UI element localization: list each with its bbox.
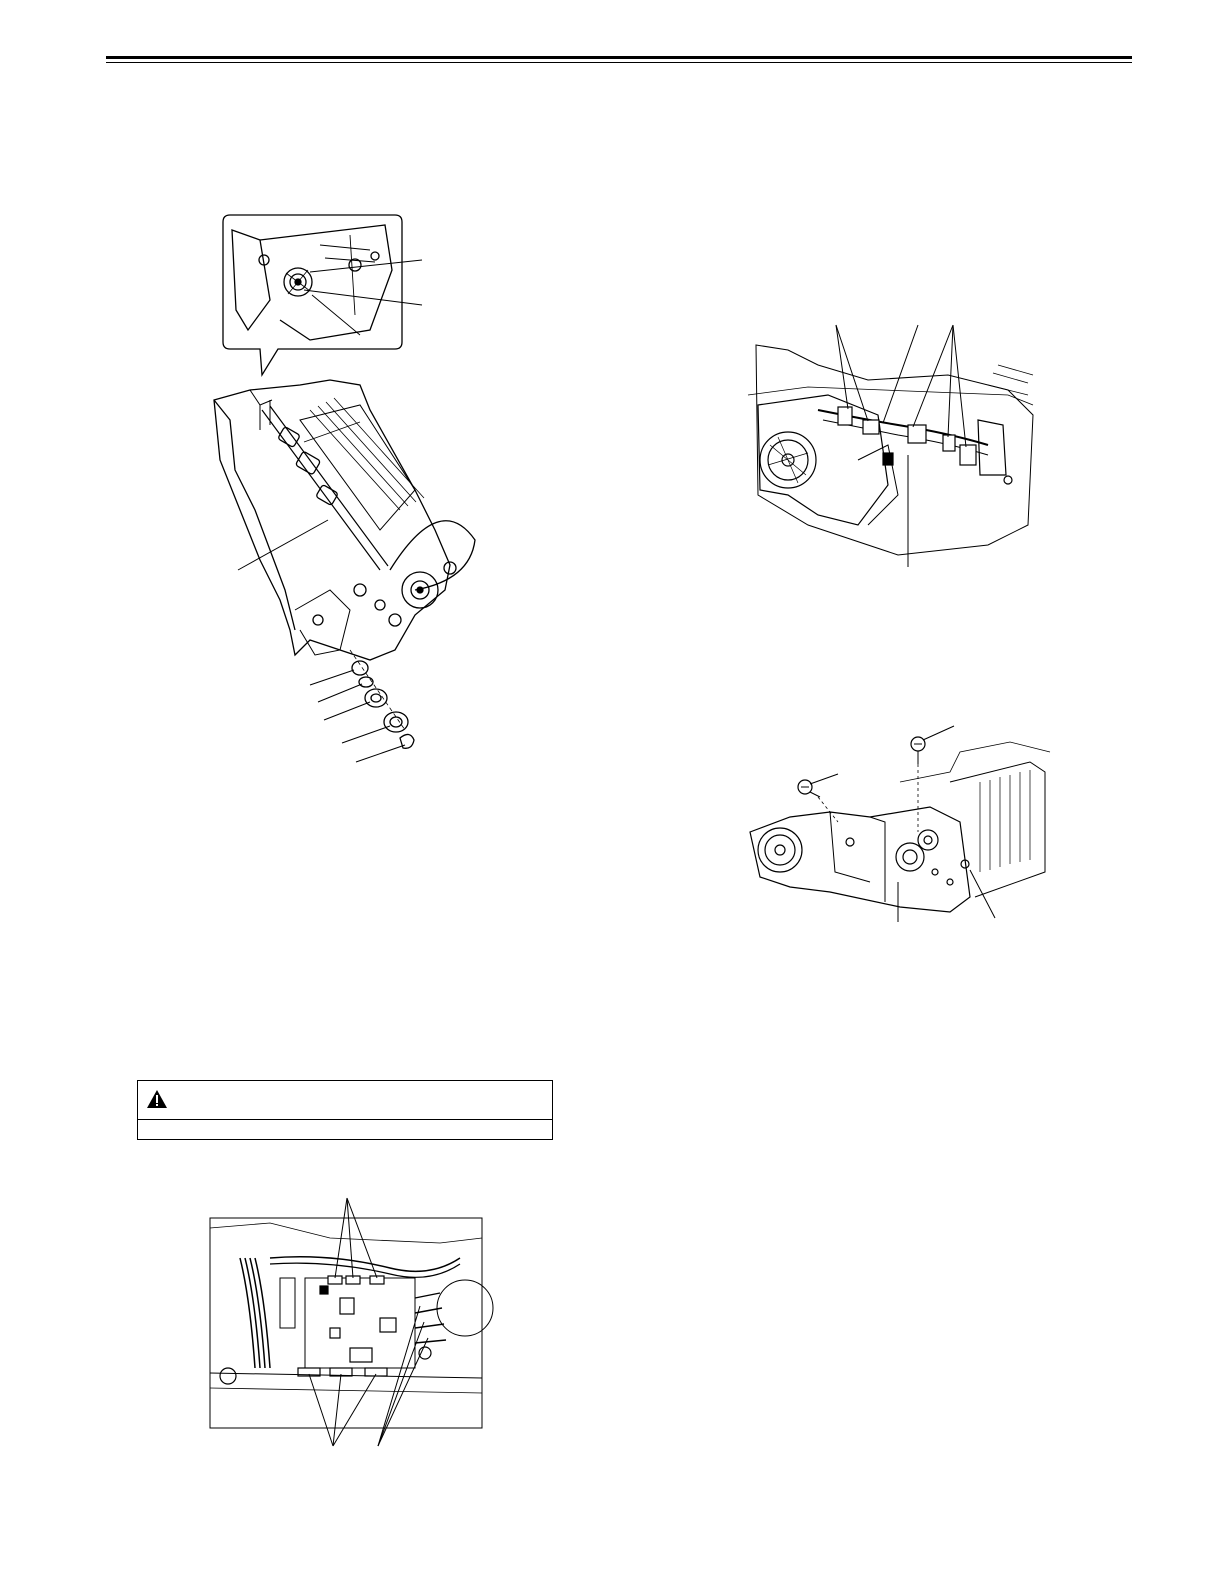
header-rule-thin xyxy=(106,62,1132,63)
warning-box xyxy=(137,1080,553,1140)
drive-plate-figure xyxy=(750,722,1050,932)
pickup-unit-figure xyxy=(200,210,460,780)
warning-divider xyxy=(138,1119,552,1120)
header-rule-thick xyxy=(106,56,1132,59)
warning-triangle-icon xyxy=(146,1089,168,1109)
harness-guide-figure xyxy=(748,325,1038,575)
controller-pcb-figure xyxy=(210,1198,485,1448)
